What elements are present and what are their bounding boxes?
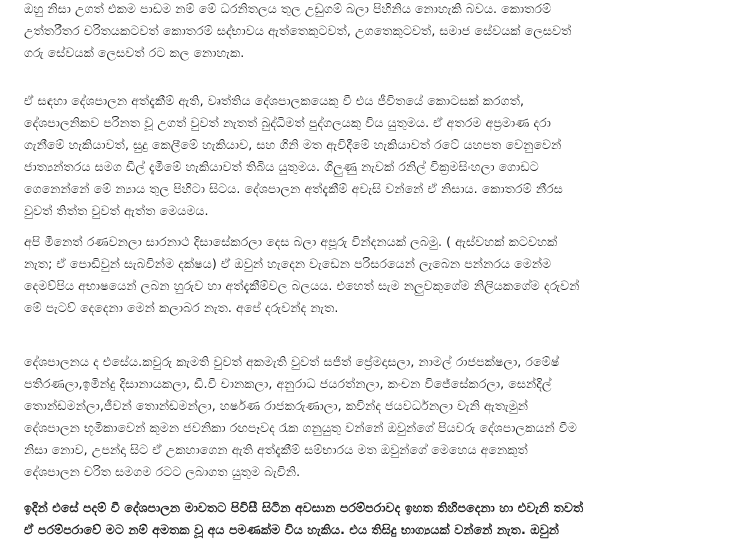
text-line: උත්තරීතර චරිතයකටවත් කොතරම් සද්භාවය ඇත්තෙකුටවත්, උගතෙකුටවත්, සමාජ සේවයක් ලෙසවත් [24, 23, 572, 38]
text-line: දේශපාලනිකව පරිනත වූ උගත් වුවත් නැතත් බුද්ධිමත් පුද්ගලයකු විය යුතුමය. ඒ අතරම අප්‍රමාණ දරා [24, 115, 551, 130]
text-line: නැත; ඒ පොඩිවුන් සැබවින්ම දක්ෂය) ඒ ඔවුන් හැදෙන වැඩෙන පරිසරයෙන් ලැබෙන පන්නරය මෙන්ම [24, 256, 552, 271]
paragraph-1 [24, 0, 716, 64]
text-line: දේශපාලනය ද එසේය.කවුරු කැමති වුවත් අකමැති වුවත් සජිත් ප්‍රේමදාසලා, නාමල් රාජපක්ෂලා, රමේෂ් [24, 354, 560, 369]
text-line: වුවත් තිත්ත වුවත් ඇත්ත මෙයමය. [24, 203, 209, 218]
text-line: මේ පැටව් දෙදෙනා මෙන් කලාබර නැත. අපේ දරුවන්ද නැත. [24, 300, 339, 315]
text-line: නිසා නොව, උපන්දා සිට ඒ උකහාගෙන ඇති අත්දැකීම් සම්භාරය මත ඔවුන්ගේ මෙහෙය අනෙකුත් [24, 442, 528, 457]
text-line: ගරු සේවයක් ලෙසවත් රට කල නොහැක. [24, 45, 245, 60]
text-line: ගැනීමේ හැකියාවත්, සුදු කෙලීමේ හැකියාව, සහ ගිනි මත ඇවිදීමේ හැකියාවත් රටේ යහපත වෙනුවෙන් [24, 137, 562, 152]
text-line: ඒ සඳහා දේශපාලන අත්දැකීම් ඇති, වෘත්තිය දේශපාලකයෙකු වී එය ජීවිතයේ කොටසක් කරගත්, [24, 93, 525, 108]
text-line: තොන්ඩමන්ලා,ජීවන් තොන්ඩමන්ලා, හර්ෂණ රාජකරුණාලා, කවින්ද ජයවර්ධනලා වැනි ඇතැමුන් [24, 398, 529, 413]
text-line: දෙමව්පිය අභාෂයෙන් ලබන හුරුව හා අත්දැකීම්වල බලයය. එහෙත් සැම නලුවකුගේම නිලියකගේම දරුවන් [24, 278, 580, 293]
paragraph-3 [24, 231, 716, 319]
text-line: ජාත්‍යන්තරය සමග ඩීල් දැමීමේ හැකියාවත් තිබිය යුතුමය. ගිලුණු නැවක් රනිල් වික්‍රමසිංහලා ගොඩට [24, 159, 539, 174]
text-line: පතිරණලා,ඉමින්දු දිසානායකලා, ඩී.වී චානකලා, අනුරාධ ජයරත්නලා, කංචන විජේසේකරලා, සෙන්දිල් [24, 376, 552, 391]
text-line: ඒ පරම්පරාවේ මට නම් අමතක වූ අය පමණක්ම විය හැකිය. එය තිසිදු භාග්‍යයක් වන්නේ නැත. ඔවුන් [24, 522, 559, 537]
paragraph-2 [24, 90, 716, 222]
text-line: ඔහු නිසා උගත් එකම පාඩම නම් මේ ධරනිතලය තුල උඩුගම් බලා පිහිනිය නොහැකි බවය. කොතරම් [24, 1, 552, 16]
paragraph-5 [24, 497, 716, 540]
text-line: අපි මීනෙත් රණවනලා සාරනාථ දිසාසේකරලා දෙස බලා අපූරු වින්දනයක් ලබමු. ( ඇස්වහක් කටවහක් [24, 234, 558, 249]
text-line: දේශපාලන භූමිකාවෙන් කුමන ජවනිකා රඟපෑවද රැක ගනුයුතු වන්නේ ඔවුන්ගේ පියවරු දේශපාලකයන් වීම [24, 420, 577, 435]
text-line: ඉදින් එසේ පදම් වී දේශපාලන මාවතට පිවිසී සිටින අවසාන පරම්පරාවද ඉහත තිහිපදෙනා හා එවැනි තවත් [24, 500, 584, 515]
text-line: ගෙනෙන්නේ මේ න්‍යාය තුල පිහිටා සිටය. දේශපාලන අත්දැකීම් අවැසි වන්නේ ඒ නිසාය. කොතරම් නීරස [24, 181, 563, 196]
paragraph-4 [24, 351, 716, 483]
text-line: දේශපාලන චරිත සමගම රටට ලබාගත යුතුම බැවිනි. [24, 464, 301, 479]
